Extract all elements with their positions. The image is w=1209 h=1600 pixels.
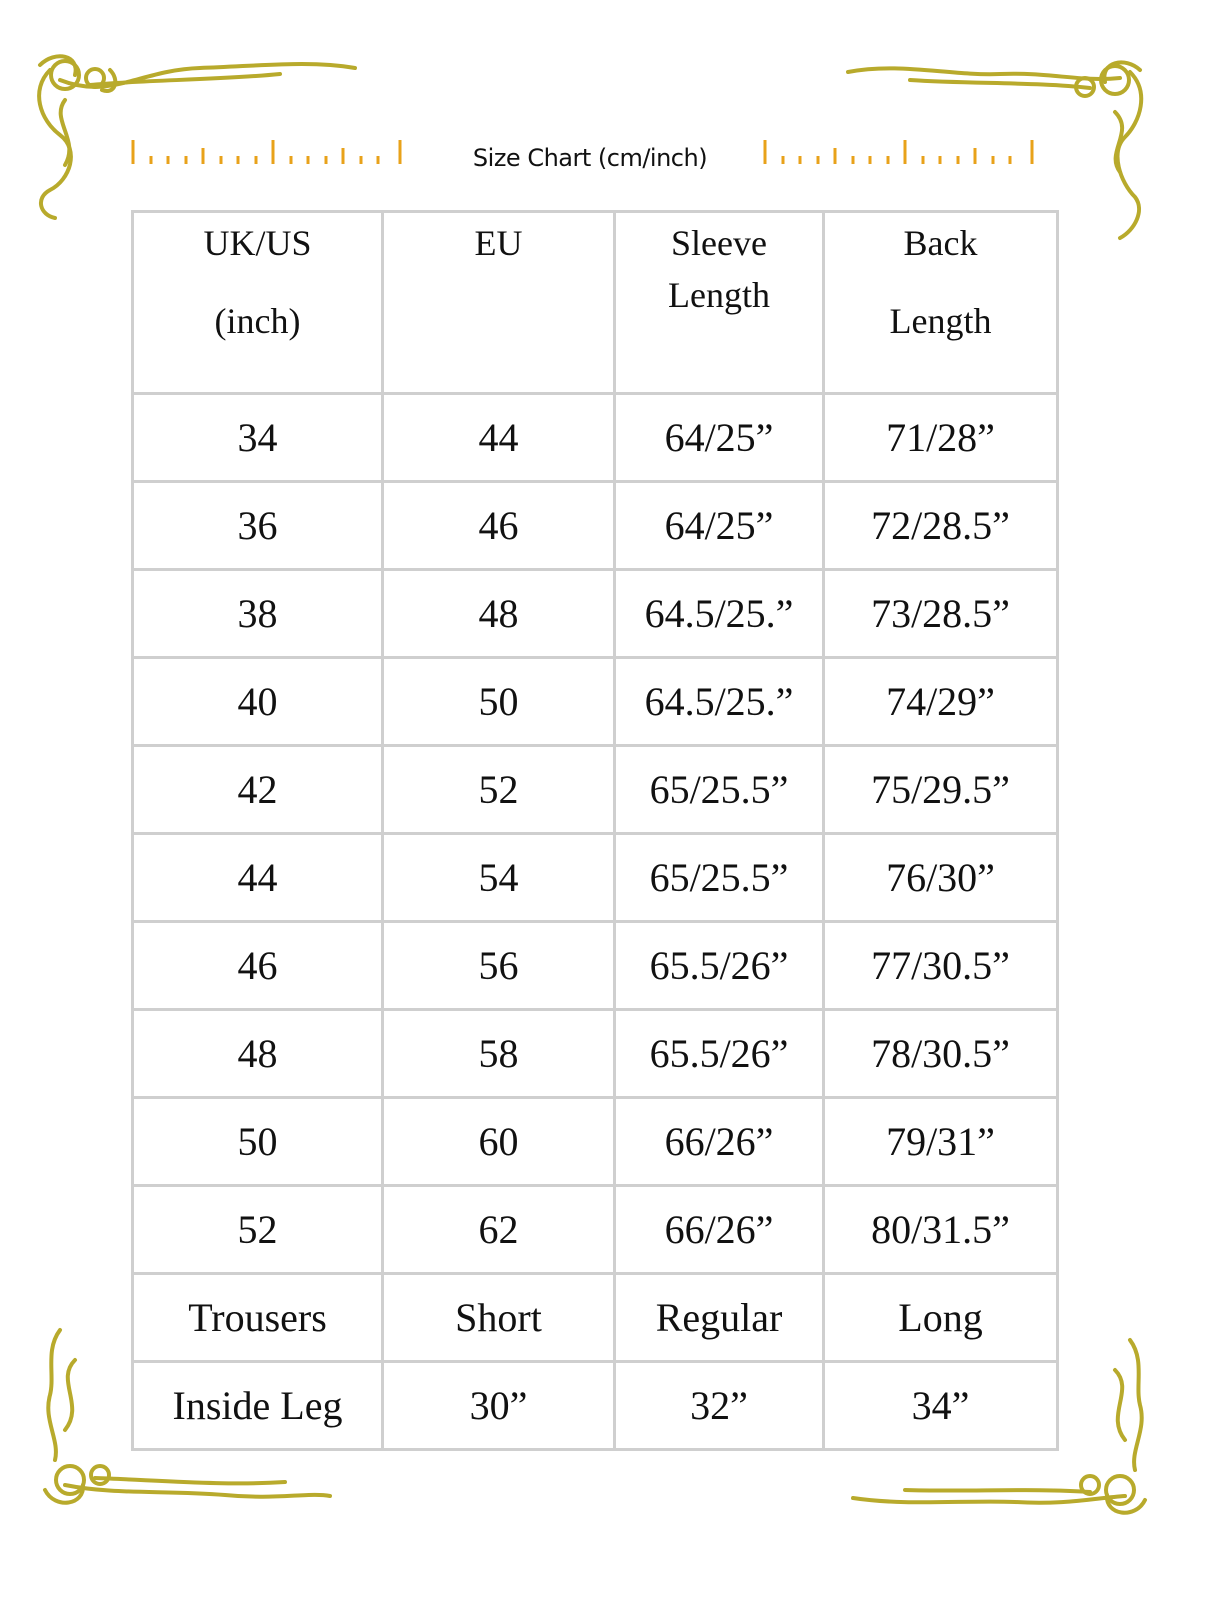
table-cell: 64.5/25.” [615, 570, 824, 658]
table-row [133, 482, 1058, 570]
table-cell: 71/28” [824, 394, 1058, 482]
table-cell: 54 [383, 834, 615, 922]
table-cell: 79/31” [824, 1098, 1058, 1186]
trousers-row [133, 1274, 1058, 1362]
table-cell: 76/30” [824, 834, 1058, 922]
header-sleeve-length [615, 212, 824, 394]
table-row [133, 570, 1058, 658]
table-cell: 80/31.5” [824, 1186, 1058, 1274]
table-cell: 75/29.5” [824, 746, 1058, 834]
table-cell: 48 [383, 570, 615, 658]
table-cell: 52 [383, 746, 615, 834]
header-line: Length [668, 275, 770, 315]
table-cell: 50 [383, 658, 615, 746]
table-cell: 64/25” [615, 482, 824, 570]
table-cell: 34 [133, 394, 383, 482]
table-cell: 42 [133, 746, 383, 834]
header-back-length [824, 212, 1058, 394]
header-line: Back [903, 223, 978, 263]
table-cell: Inside Leg [133, 1362, 383, 1450]
table-cell: Long [824, 1274, 1058, 1362]
table-cell: 65.5/26” [615, 922, 824, 1010]
table-row [133, 394, 1058, 482]
table-cell: 34” [824, 1362, 1058, 1450]
table-row [133, 658, 1058, 746]
header-line: Sleeve [671, 223, 767, 263]
table-cell: Short [383, 1274, 615, 1362]
table-cell: 64.5/25.” [615, 658, 824, 746]
header-line: Length [889, 301, 992, 341]
table-cell: 56 [383, 922, 615, 1010]
table-cell: 44 [383, 394, 615, 482]
page-title: Size Chart (cm/inch) [472, 144, 708, 172]
header-line: UK/US [203, 223, 312, 263]
ruler-right-icon [762, 138, 1037, 168]
table-cell: 32” [615, 1362, 824, 1450]
table-cell: Trousers [133, 1274, 383, 1362]
table-cell: 58 [383, 1010, 615, 1098]
header-uk-us [133, 212, 383, 394]
table-cell: 48 [133, 1010, 383, 1098]
table-row [133, 1010, 1058, 1098]
table-cell: 52 [133, 1186, 383, 1274]
ruler-left-icon [130, 138, 405, 168]
table-cell: 38 [133, 570, 383, 658]
table-cell: 65/25.5” [615, 834, 824, 922]
table-cell: 44 [133, 834, 383, 922]
header-eu [383, 212, 615, 394]
table-cell: 65/25.5” [615, 746, 824, 834]
table-cell: 36 [133, 482, 383, 570]
header-line: EU [474, 223, 523, 263]
table-cell: 72/28.5” [824, 482, 1058, 570]
table-cell: 60 [383, 1098, 615, 1186]
table-cell: 74/29” [824, 658, 1058, 746]
table-row [133, 1186, 1058, 1274]
table-cell: 77/30.5” [824, 922, 1058, 1010]
table-cell: 65.5/26” [615, 1010, 824, 1098]
table-cell: 62 [383, 1186, 615, 1274]
size-table [131, 210, 1059, 1451]
table-cell: 46 [383, 482, 615, 570]
table-cell: 40 [133, 658, 383, 746]
table-row [133, 834, 1058, 922]
table-cell: 50 [133, 1098, 383, 1186]
table-cell: 46 [133, 922, 383, 1010]
table-cell: 66/26” [615, 1098, 824, 1186]
header-line: (inch) [214, 301, 301, 341]
table-row [133, 746, 1058, 834]
table-cell: 73/28.5” [824, 570, 1058, 658]
table-cell: 78/30.5” [824, 1010, 1058, 1098]
table-cell: Regular [615, 1274, 824, 1362]
table-row [133, 1098, 1058, 1186]
inside-leg-row [133, 1362, 1058, 1450]
table-cell: 64/25” [615, 394, 824, 482]
header-row [133, 212, 1058, 394]
table-cell: 30” [383, 1362, 615, 1450]
table-cell: 66/26” [615, 1186, 824, 1274]
table-row [133, 922, 1058, 1010]
